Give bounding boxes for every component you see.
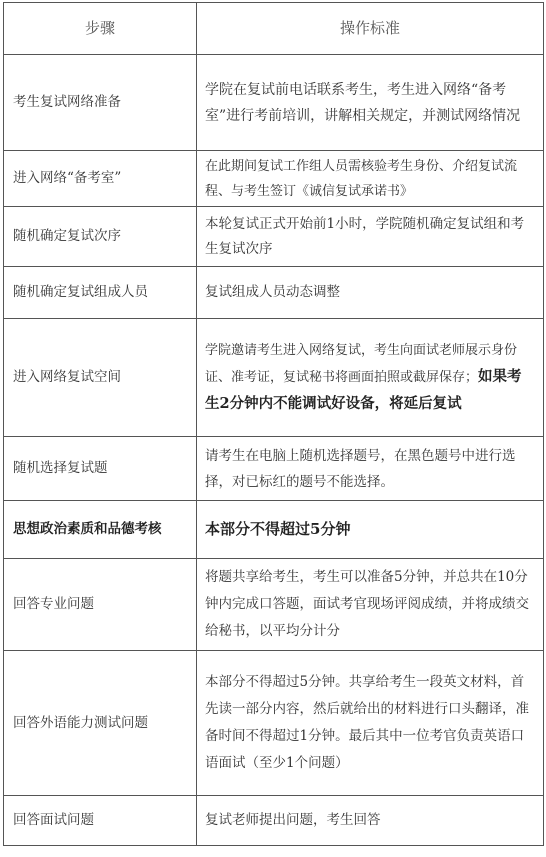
table-row bbox=[4, 207, 544, 267]
step-cell: 随机选择复试题 bbox=[4, 437, 197, 501]
detail-cell: 复试老师提出问题，考生回答 bbox=[197, 796, 544, 846]
table-row bbox=[4, 267, 544, 319]
table-row bbox=[4, 151, 544, 207]
step-cell: 考生复试网络准备 bbox=[4, 55, 197, 151]
column-header-standard: 操作标准 bbox=[197, 3, 544, 55]
step-cell: 回答外语能力测试问题 bbox=[4, 651, 197, 796]
detail-cell: 本部分不得超过5分钟 bbox=[197, 501, 544, 559]
step-cell: 思想政治素质和品德考核 bbox=[4, 501, 197, 559]
detail-text: 学院邀请考生进入网络复试，考生向面试老师展示身份证、准考证，复试秘书将画面拍照或截屏保存； bbox=[205, 342, 518, 385]
step-cell: 进入网络“备考室” bbox=[4, 151, 197, 207]
detail-cell: 学院在复试前电话联系考生，考生进入网络“备考室”进行考前培训，讲解相关规定，并测试网络情况 bbox=[197, 55, 544, 151]
detail-cell: 本部分不得超过5分钟。共享给考生一段英文材料，首先读一部分内容，然后就给出的材料进行口头翻译，准备时间不得超过1分钟。最后其中一位考官负责英语口语面试（至少1个问题） bbox=[197, 651, 544, 796]
detail-cell: 复试组成人员动态调整 bbox=[197, 267, 544, 319]
procedure-table bbox=[3, 2, 544, 846]
detail-cell bbox=[197, 319, 544, 437]
column-header-step: 步骤 bbox=[4, 3, 197, 55]
table-row bbox=[4, 437, 544, 501]
detail-cell: 将题共享给考生，考生可以准备5分钟，并总共在10分钟内完成口答题，面试考官现场评阅成绩，并将成绩交给秘书，以平均分计分 bbox=[197, 559, 544, 651]
table-row bbox=[4, 559, 544, 651]
detail-emphasis: 如果考生2分钟内不能调试好设备，将延后复试 bbox=[205, 367, 522, 412]
detail-cell: 本轮复试正式开始前1小时，学院随机确定复试组和考生复试次序 bbox=[197, 207, 544, 267]
step-cell: 随机确定复试次序 bbox=[4, 207, 197, 267]
table-row bbox=[4, 796, 544, 846]
table-row bbox=[4, 501, 544, 559]
step-cell: 回答面试问题 bbox=[4, 796, 197, 846]
step-cell: 随机确定复试组成人员 bbox=[4, 267, 197, 319]
table-row bbox=[4, 651, 544, 796]
table-row bbox=[4, 55, 544, 151]
table-header-row bbox=[4, 3, 544, 55]
table-row bbox=[4, 319, 544, 437]
step-cell: 回答专业问题 bbox=[4, 559, 197, 651]
step-cell: 进入网络复试空间 bbox=[4, 319, 197, 437]
detail-cell: 在此期间复试工作组人员需核验考生身份、介绍复试流程、与考生签订《诚信复试承诺书》 bbox=[197, 151, 544, 207]
detail-cell: 请考生在电脑上随机选择题号，在黑色题号中进行选择，对已标红的题号不能选择。 bbox=[197, 437, 544, 501]
